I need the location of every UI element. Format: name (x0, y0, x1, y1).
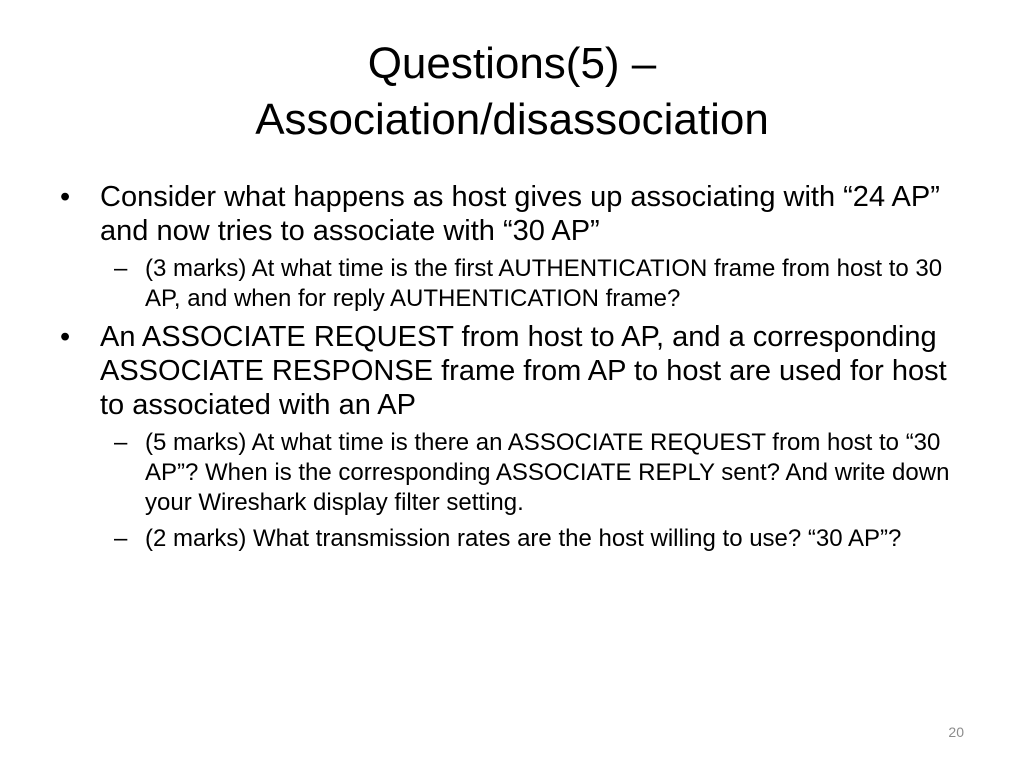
bullet-icon: • (60, 321, 71, 353)
sub-bullet-text: (3 marks) At what time is the first AUTHENTICATION frame from host to 30 AP, and when for reply AUTHENTICATION frame? (145, 255, 943, 312)
sub-bullet-item (56, 428, 976, 518)
bullet-text: An ASSOCIATE REQUEST from host to AP, and a corresponding ASSOCIATE RESPONSE frame from AP to host are used for host to associated with an AP (100, 321, 947, 421)
sub-bullet-item (56, 254, 976, 314)
slide-title (60, 36, 964, 148)
sub-bullet-text: (5 marks) At what time is there an ASSOCIATE REQUEST from host to “30 AP”? When is the corresponding ASSOCIATE REPLY sent? And write down your Wireshark display filter setting. (145, 429, 950, 516)
dash-icon: – (114, 525, 128, 552)
bullet-item (56, 180, 976, 248)
bullet-icon: • (60, 181, 71, 213)
sub-bullet-item (56, 524, 976, 554)
bullet-item (56, 320, 976, 422)
slide-title-line-2: Association/disassociation (255, 95, 769, 144)
bullet-text: Consider what happens as host gives up associating with “24 AP” and now tries to associate with “30 AP” (100, 181, 940, 247)
dash-icon: – (114, 429, 128, 456)
sub-bullet-text: (2 marks) What transmission rates are the host willing to use? “30 AP”? (145, 525, 902, 552)
dash-icon: – (114, 255, 128, 282)
slide-title-line-1: Questions(5) – (367, 39, 657, 88)
page-number: 20 (948, 724, 964, 740)
slide-content (56, 180, 976, 560)
